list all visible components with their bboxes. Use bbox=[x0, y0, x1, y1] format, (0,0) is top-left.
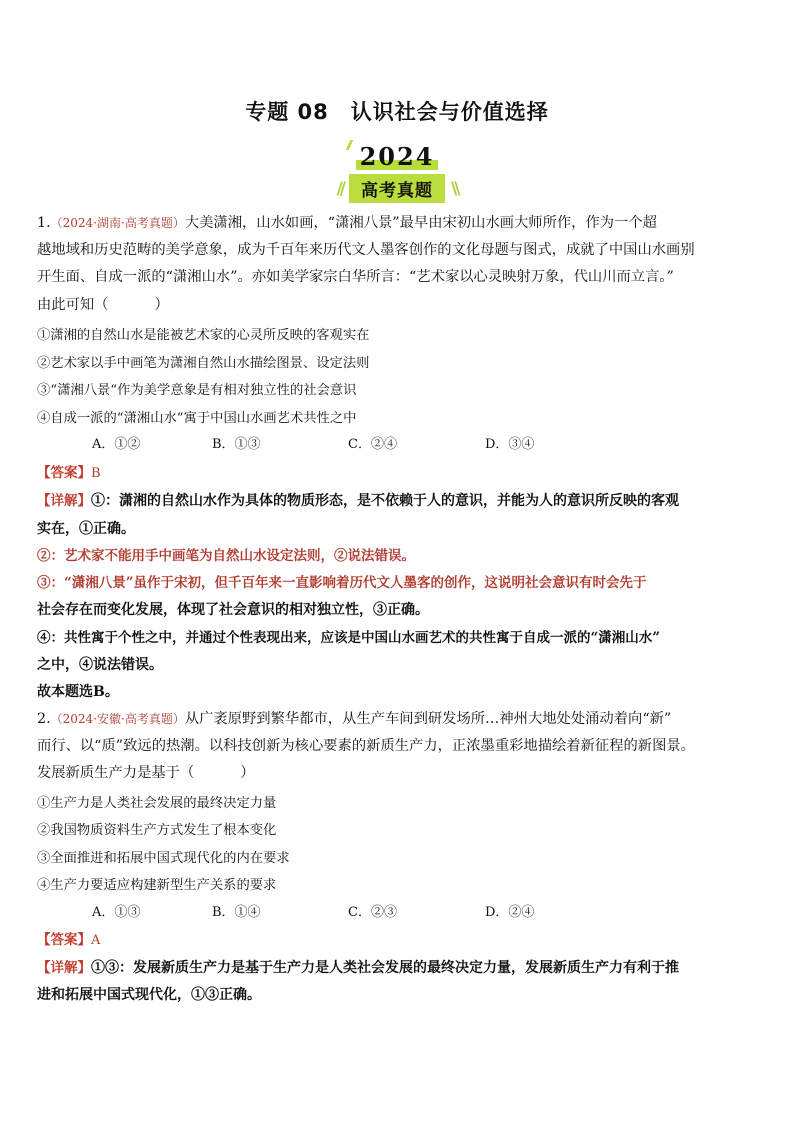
q2-option-b: B．①④ bbox=[212, 905, 261, 920]
q1-option-c: C．②④ bbox=[348, 437, 397, 452]
year-heading bbox=[0, 142, 794, 171]
slash-decoration-left: // bbox=[336, 178, 343, 199]
q1-detail-line-2: 实在，①正确。 bbox=[37, 521, 135, 537]
answer-label: 【答案】 bbox=[37, 932, 91, 948]
detail-label: 【详解】 bbox=[37, 960, 91, 976]
answer-value: A bbox=[91, 933, 101, 948]
q1-answer bbox=[37, 463, 101, 484]
q2-stem-line-1: 2.（2024·安徽·高考真题）从广袤原野到繁华都市，从生产车间到研发场所…神州大地处处涌动着向“新” bbox=[37, 711, 672, 727]
q2-statement: ①生产力是人类社会发展的最终决定力量 bbox=[37, 796, 277, 811]
page-title: 专题 08 认识社会与价值选择 bbox=[245, 100, 549, 124]
q1-detail-line-6: ④：共性寓于个性之中，并通过个性表现出来，应该是中国山水画艺术的共性寓于自成一派的“潇湘山水” bbox=[37, 630, 661, 646]
q2-statement: ③全面推进和拓展中国式现代化的内在要求 bbox=[37, 851, 290, 866]
answer-label: 【答案】 bbox=[37, 465, 91, 481]
slash-decoration-right: \\ bbox=[451, 178, 458, 199]
q1-stem-line-2: 越地域和历史范畴的美学意象，成为千百年来历代文人墨客创作的文化母题与图式，成就了中国山水画别 bbox=[37, 242, 695, 258]
q2-stem-line-3: 发展新质生产力是基于（ ） bbox=[37, 765, 255, 781]
q1-option-a: A．①② bbox=[92, 437, 141, 452]
q1-option-d: D．③④ bbox=[485, 437, 535, 452]
q1-detail-line-3: ②：艺术家不能用手中画笔为自然山水设定法则，②说法错误。 bbox=[37, 548, 415, 564]
q1-detail-line-7: 之中，④说法错误。 bbox=[37, 657, 163, 673]
q2-number: 2. bbox=[37, 711, 51, 727]
q1-detail-line-1: 【详解】①：潇湘的自然山水作为具体的物质形态，是不依赖于人的意识，并能为人的意识所反映的客观 bbox=[37, 493, 679, 509]
q2-statement: ②我国物质资料生产方式发生了根本变化 bbox=[37, 823, 277, 838]
q1-statement: ②艺术家以手中画笔为潇湘自然山水描绘图景、设定法则 bbox=[37, 356, 370, 371]
q1-option-b: B．①③ bbox=[212, 437, 261, 452]
q1-statement: ①潇湘的自然山水是能被艺术家的心灵所反映的客观实在 bbox=[37, 328, 370, 343]
q2-option-d: D．②④ bbox=[485, 905, 535, 920]
q1-detail-line-4: ③：“潇湘八景”虽作于宋初，但千百年来一直影响着历代文人墨客的创作，这说明社会意识有时会先于 bbox=[37, 575, 647, 591]
q1-source: （2024·湖南·高考真题） bbox=[50, 216, 185, 230]
q2-statement: ④生产力要适应构建新型生产关系的要求 bbox=[37, 878, 277, 893]
answer-value: B bbox=[91, 466, 101, 481]
section-banner bbox=[0, 174, 794, 203]
q1-stem-line-1: 1.（2024·湖南·高考真题）大美潇湘，山水如画，“潇湘八景”最早由宋初山水画大师所作，作为一个超 bbox=[37, 215, 657, 231]
year-text: 2024 bbox=[359, 142, 435, 171]
q1-stem-line-4: 由此可知（ ） bbox=[37, 297, 169, 313]
q2-option-c: C．②③ bbox=[348, 905, 397, 920]
section-label: 高考真题 bbox=[349, 174, 445, 203]
q2-detail-line-2: 进和拓展中国式现代化，①③正确。 bbox=[37, 987, 261, 1003]
q2-answer bbox=[37, 930, 100, 951]
q2-stem-line-2: 而行、以“质”致远的热潮。以科技创新为核心要素的新质生产力，正浓墨重彩地描绘着新征程的新图景。 bbox=[37, 738, 695, 754]
q1-number: 1. bbox=[37, 215, 51, 231]
q1-conclusion: 故本题选B。 bbox=[37, 684, 119, 700]
q1-stem-line-3: 开生面、自成一派的“潇湘山水”。亦如美学家宗白华所言：“艺术家以心灵映射万象，代山川而立言。” bbox=[37, 269, 674, 285]
q2-source: （2024·安徽·高考真题） bbox=[50, 712, 185, 726]
q2-detail-line-1: 【详解】①③：发展新质生产力是基于生产力是人类社会发展的最终决定力量，发展新质生产力有利于推 bbox=[37, 960, 679, 976]
detail-label: 【详解】 bbox=[37, 493, 91, 509]
q2-option-a: A．①③ bbox=[92, 905, 141, 920]
q1-detail-line-5: 社会存在而变化发展，体现了社会意识的相对独立性，③正确。 bbox=[37, 602, 429, 618]
q1-statement: ③“潇湘八景“作为美学意象是有相对独立性的社会意识 bbox=[37, 383, 357, 398]
q1-statement: ④自成一派的“潇湘山水”寓于中国山水画艺术共性之中 bbox=[37, 411, 357, 426]
